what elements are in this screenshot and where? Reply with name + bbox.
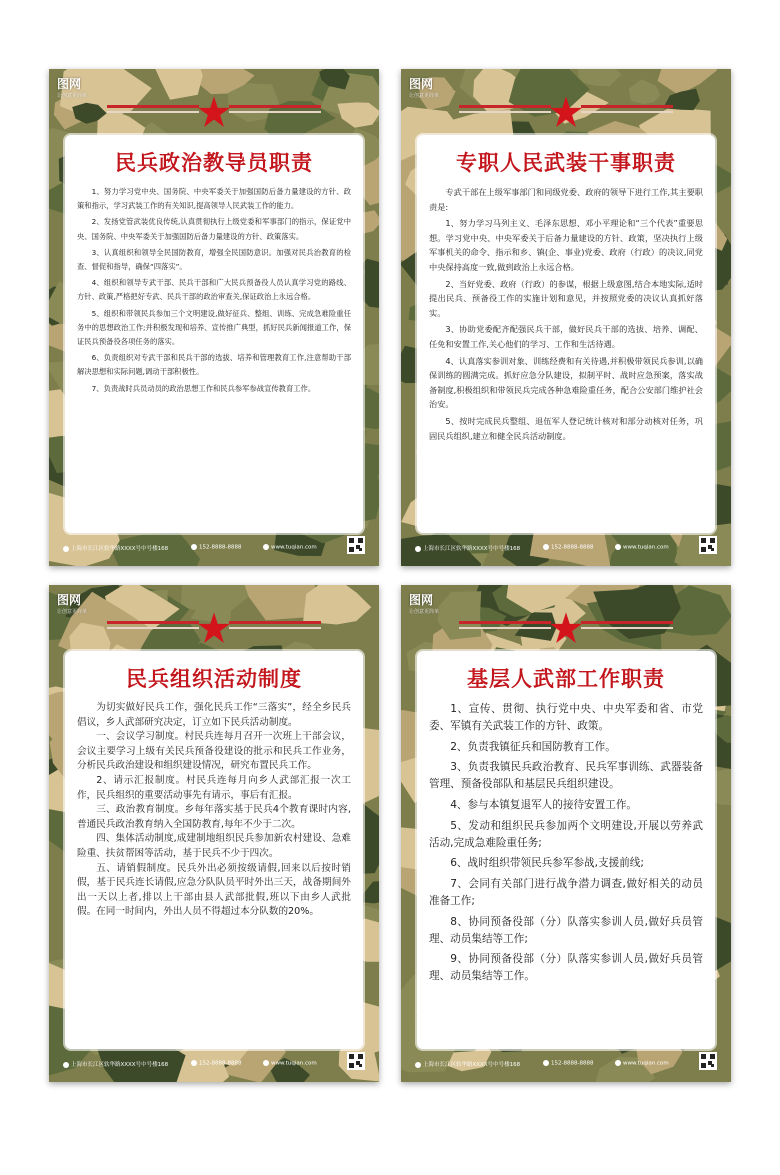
footer-website: www.tuqian.com — [271, 544, 317, 551]
paragraph: 6、战时组织带领民兵参军参战,支援前线; — [450, 857, 644, 870]
poster-footer — [415, 1054, 717, 1072]
location-icon — [63, 546, 69, 552]
site-logo — [57, 75, 87, 99]
poster-activity-rules — [49, 585, 379, 1082]
logo-subtitle: 让创意更简单 — [409, 93, 440, 99]
red-star-icon — [197, 611, 231, 645]
location-icon — [415, 546, 421, 552]
footer-address: 上海市长江区软华路XXXX号中号楼168 — [71, 546, 169, 552]
poster-footer — [63, 1054, 365, 1072]
poster-armed-forces-officer — [401, 69, 731, 566]
paragraph: 3、认真组织和领导全民国防教育，增强全民国防意识。加强对民兵治教育的检查、督促和指导，确保“四落实”。 — [77, 247, 351, 272]
site-logo — [409, 591, 439, 615]
paragraph: 3、负责我镇民兵政治教育、民兵军事训练、武器装备管理、预备役部队和基层民兵组织建设。 — [429, 761, 703, 791]
footer-address: 上海市长江区软华路XXXX号中号楼168 — [423, 546, 521, 552]
footer-website: www.tuqian.com — [623, 1060, 669, 1067]
logo-text: 图网 — [57, 593, 82, 607]
logo-subtitle: 让创意更简单 — [409, 609, 440, 615]
phone-icon — [191, 1060, 197, 1066]
phone-icon — [543, 1060, 549, 1066]
paragraph: 四、集体活动制度,成建制地组织民兵参加新农村建设、急难险重、扶贫帮困等活动，基于民兵不少于四次。 — [77, 833, 351, 859]
paragraph: 8、协同预备役部（分）队落实参训人员,做好兵员管理、动员集结等工作; — [429, 915, 703, 945]
poster-title: 民兵政治教导员职责 — [115, 150, 313, 175]
globe-icon — [615, 1060, 621, 1066]
globe-icon — [263, 1060, 269, 1066]
paragraph: 三、政治教育制度。乡每年落实基于民兵4个教育课时内容,普通民兵政治教育纳入全国防教育,每年不少于二次。 — [77, 804, 351, 830]
qr-code-icon — [347, 1052, 365, 1070]
paragraph: 3、协助党委配齐配强民兵干部，做好民兵干部的选拔、培养、调配、任免和安置工作,关心他们的学习、工作和生活待遇。 — [429, 324, 703, 349]
paragraph: 为切实做好民兵工作，强化民兵工作“三落实”，经全乡民兵倡议，乡人武部研究决定，订立如下民兵活动制度。 — [77, 702, 351, 728]
paragraph: 2、请示汇报制度。村民兵连每月向乡人武部汇报一次工作，民兵组织的重要活动事先有请示，事后有汇报。 — [77, 774, 351, 801]
footer-address: 上海市长江区软华路XXXX号中号楼168 — [423, 1062, 521, 1068]
qr-code-icon — [347, 536, 365, 554]
poster-body — [417, 185, 715, 443]
poster-body — [65, 701, 363, 920]
site-logo — [409, 75, 439, 99]
paragraph: 1、宣传、贯彻、执行党中央、中央军委和省、市党委、军镇有关武装工作的方针、政策。 — [429, 703, 703, 732]
footer-website: www.tuqian.com — [271, 1060, 317, 1067]
logo-text: 图网 — [409, 593, 434, 607]
paragraph: 5、按时完成民兵整组、退伍军人登记统计核对和部分动核对任务，巩固民兵组织,建立和健全民兵活动制度。 — [429, 415, 703, 441]
globe-icon — [615, 544, 621, 550]
qr-code-icon — [699, 1052, 717, 1070]
location-icon — [63, 1062, 69, 1068]
paragraph: 1、努力学习马列主义、毛泽东思想、邓小平理论和“三个代表”重要思想。学习党中央、中央军委关于后备力量建设的方针、政策，坚决执行上级军事机关的命令、指示和乡、镇(企、事业)党委、政府（行政）的决议,同党中央保持高度一致,做到政治上永远合格。 — [429, 218, 703, 272]
poster-body — [417, 701, 715, 985]
site-logo — [57, 591, 87, 615]
footer-phone: 152-8888-8888 — [551, 1060, 594, 1067]
poster-title: 基层人武部工作职责 — [467, 666, 665, 691]
paragraph: 五、请销假制度。民兵外出必须按级请假,回来以后按时销假，基于民兵连长请假,应急分队队员平时外出三天，战备期间外出一天以上者,排以上干部由县人武部批假,班以下由乡人武批假。在同一时间内，外出人员不得超过本分队数的20%。 — [77, 862, 351, 918]
footer-website: www.tuqian.com — [623, 544, 669, 551]
red-star-icon — [197, 95, 231, 129]
footer-phone: 152-8888-8888 — [199, 544, 242, 551]
logo-text: 图网 — [409, 77, 434, 91]
paragraph: 6、负责组织对专武干部和民兵干部的选拔、培养和管理教育工作,注意帮助干部解决思想和实际问题,调动干部积极性。 — [77, 353, 351, 377]
logo-subtitle: 让创意更简单 — [57, 93, 88, 99]
poster-political-instructor — [49, 69, 379, 566]
red-star-icon — [549, 95, 583, 129]
globe-icon — [263, 544, 269, 550]
poster-title: 专职人民武装干事职责 — [456, 150, 676, 175]
content-panel — [65, 135, 363, 533]
paragraph: 4、认真落实参训对象、训练经费和有关待遇,并积极带领民兵参训,以确保训练的圆满完成。抓好应急分队建设，拟制平时、战时应急预案，落实战备制度,积极组织和带领民兵完成各种急难险重任务，配合公安部门维护社会治安。 — [429, 355, 703, 410]
paragraph: 7、负责战时兵员动员的政治思想工作和民兵参军参战宣传教育工作。 — [91, 383, 316, 393]
poster-footer — [415, 538, 717, 556]
red-star-icon — [549, 611, 583, 645]
paragraph: 专武干部在上级军事部门和同级党委、政府的领导下进行工作,其主要职责是: — [429, 187, 703, 212]
footer-phone: 152-8888-8888 — [551, 544, 594, 551]
content-panel — [417, 651, 715, 1049]
paragraph: 4、组织和领导专武干部、民兵干部和广大民兵预备役人员认真学习党的路线、方针、政策,严格把好专武、民兵干部的政治审查关,保证政治上永远合格。 — [77, 278, 351, 302]
content-panel — [417, 135, 715, 533]
paragraph: 4、参与本镇复退军人的接待安置工作。 — [450, 798, 638, 811]
qr-code-icon — [699, 536, 717, 554]
poster-footer — [63, 538, 365, 556]
paragraph: 5、发动和组织民兵参加两个文明建设,开展以劳养武活动,完成急难险重任务; — [429, 819, 703, 849]
footer-address: 上海市长江区软华路XXXX号中号楼168 — [71, 1062, 169, 1068]
footer-phone: 152-8888-8888 — [199, 1060, 242, 1067]
phone-icon — [191, 544, 197, 550]
poster-grassroots-armed-dept — [401, 585, 731, 1082]
paragraph: 2、当好党委、政府（行政）的参谋，根据上级意图,结合本地实际,适时提出民兵、预备役工作的实施计划和意见，并按照党委的决议认真抓好落实。 — [429, 278, 703, 318]
phone-icon — [543, 544, 549, 550]
paragraph: 7、会同有关部门进行战争潜力调查,做好相关的动员准备工作; — [429, 878, 703, 907]
poster-title: 民兵组织活动制度 — [126, 666, 302, 691]
paragraph: 一、会议学习制度。村民兵连每月召开一次班上干部会议，会议主要学习上级有关民兵预备役建设的批示和民兵工作业务，分析民兵政治建设和组织建设情况，研究布置民兵工作。 — [77, 731, 351, 772]
content-panel — [65, 651, 363, 1049]
logo-subtitle: 让创意更简单 — [57, 609, 88, 615]
location-icon — [415, 1062, 421, 1068]
paragraph: 9、协同预备役部（分）队落实参训人员,做好兵员管理、动员集结等工作。 — [429, 953, 703, 983]
paragraph: 5、组织和带领民兵参加三个文明建设,做好征兵、整组、训练、完成急难险重任务中的思想政治工作;并积极发现和培养、宣传推广典型，抓好民兵新闻报道工作，保证民兵预备役各项任务的落实。 — [77, 308, 351, 347]
poster-body — [65, 185, 363, 396]
paragraph: 2、发扬党管武装优良传统,认真贯彻执行上级党委和军事部门的指示，保证党中央、国务院、中央军委关于加强国防后备力量建设的方针、政策落实。 — [77, 217, 351, 241]
paragraph: 2、负责我镇征兵和国防教育工作。 — [450, 740, 616, 753]
logo-text: 图网 — [57, 77, 82, 91]
paragraph: 1、努力学习党中央、国务院、中央军委关于加强国防后备力量建设的方针、政策和指示，学习武装工作的有关知识,提高领导人民武装工作的能力。 — [77, 187, 351, 211]
